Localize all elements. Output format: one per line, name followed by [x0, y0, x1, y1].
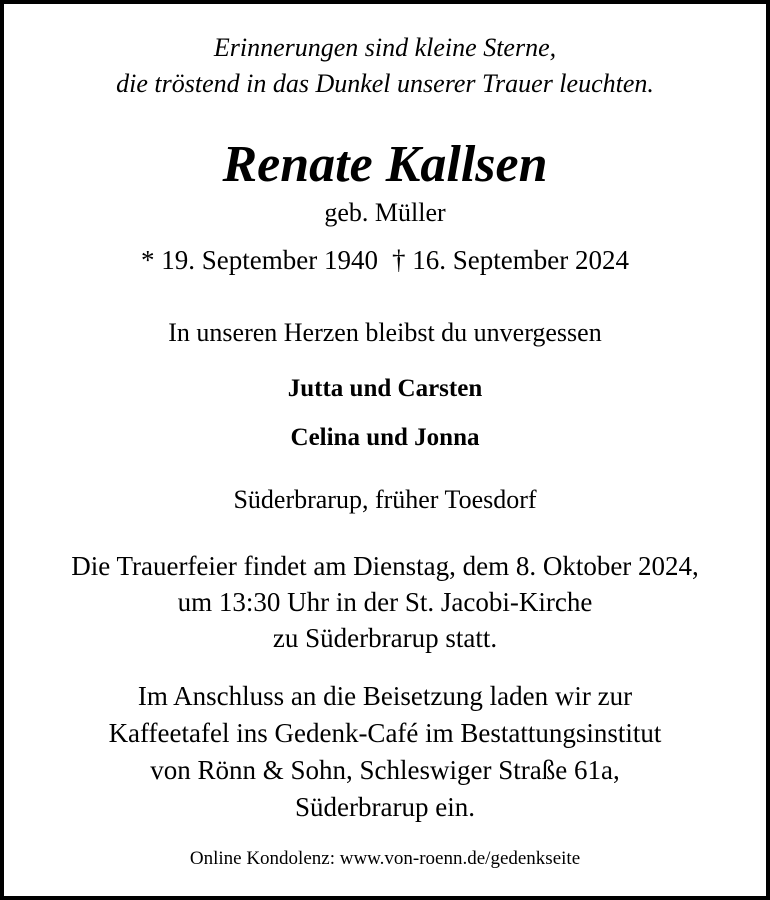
- service-line-1: Die Trauerfeier findet am Dienstag, dem 8. Oktober 2024,: [71, 551, 699, 581]
- motto-line-2: die tröstend in das Dunkel unserer Trauer leuchten.: [116, 69, 654, 98]
- reception-line-4: Süderbrarup ein.: [295, 792, 475, 822]
- reception-info: [4, 678, 766, 826]
- memorial-motto: [4, 30, 766, 102]
- mourner-line: Jutta und Carsten: [287, 375, 483, 402]
- reception-line-3: von Rönn & Sohn, Schleswiger Straße 61a,: [150, 755, 620, 785]
- life-dates: [4, 242, 766, 278]
- motto-line-1: Erinnerungen sind kleine Sterne,: [213, 33, 557, 62]
- service-line-2: um 13:30 Uhr in der St. Jacobi-Kirche: [177, 587, 593, 617]
- reception-line-2: Kaffeetafel ins Gedenk-Café im Bestattungsinstitut: [108, 718, 662, 748]
- birth-date: * 19. September 1940: [141, 245, 378, 275]
- mourner-line: Celina und Jonna: [290, 424, 480, 451]
- service-line-3: zu Süderbrarup statt.: [272, 623, 498, 653]
- sentiment-text: In unseren Herzen bleibst du unvergessen: [168, 318, 602, 347]
- place-text: Süderbrarup, früher Toesdorf: [233, 485, 537, 514]
- funeral-service-info: [4, 548, 766, 656]
- death-date: † 16. September 2024: [392, 245, 629, 275]
- online-condolence: Online Kondolenz: www.von-roenn.de/gedenkseite: [189, 848, 581, 869]
- deceased-name: Renate Kallsen: [222, 136, 548, 193]
- reception-line-1: Im Anschluss an die Beisetzung laden wir zur: [137, 681, 633, 711]
- maiden-name: geb. Müller: [324, 198, 446, 227]
